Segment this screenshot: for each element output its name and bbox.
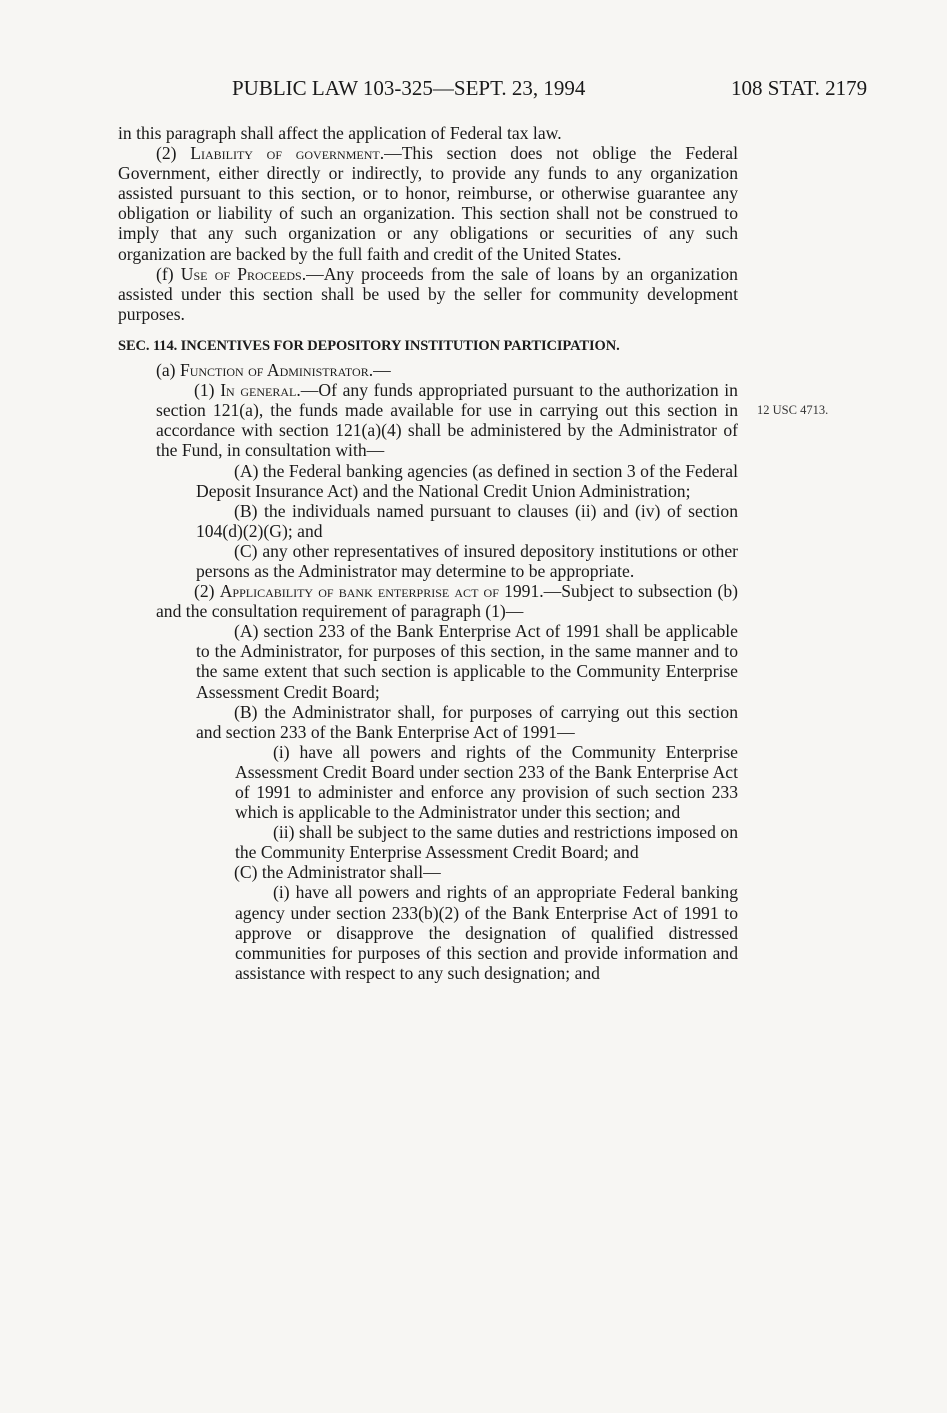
clause-a1C: (C) any other representatives of insured depository institutions or other persons as the Administrator may determine to be appropriate.: [196, 540, 738, 581]
subsection-f: (f) Use of Proceeds.—Any proceeds from the sale of loans by an organization assisted under this section shall be used by the seller for community development purposes.: [118, 263, 738, 324]
clause-a2A: (A) section 233 of the Bank Enterprise Act of 1991 shall be applicable to the Administrator, for purposes of this section, in the same manner and to the same extent that such section is applicable to the Community Enterprise Assessment Credit Board;: [196, 621, 738, 702]
subsection-heading: Use of Proceeds.: [180, 263, 307, 284]
paragraph-heading: Liability of government.: [190, 143, 385, 164]
subsection-heading: Function of Administrator.: [179, 360, 374, 381]
margin-citation: 12 USC 4713.: [757, 403, 829, 417]
statute-page-number: 108 STAT. 2179: [731, 76, 868, 100]
paragraph-continuation: in this paragraph shall affect the application of Federal tax law.: [118, 123, 562, 143]
paragraph-a2: (2) Applicability of bank enterprise act of 1991.—Subject to subsection (b) and the consultation requirement of paragraph (1)—: [156, 581, 738, 622]
section-heading: SEC. 114. INCENTIVES FOR DEPOSITORY INSTITUTION PARTICIPATION.: [118, 337, 620, 354]
clause-a2Bii: (ii) shall be subject to the same duties and restrictions imposed on the Community Enterprise Assessment Credit Board; and: [235, 822, 738, 863]
clause-a2Ci: (i) have all powers and rights of an appropriate Federal banking agency under section 233(b)(2) of the Bank Enterprise Act of 1991 to approve or disapprove the designation of qualified distressed communities for purposes of this section and provide information and assistance with respect to any such designation; and: [235, 882, 738, 983]
clause-a1B: (B) the individuals named pursuant to clauses (ii) and (iv) of section 104(d)(2)(G); and: [196, 500, 738, 541]
subsection-a: (a) Function of Administrator.—: [156, 360, 391, 381]
clause-a2C: (C) the Administrator shall—: [234, 862, 441, 883]
paragraph-heading: Applicability of bank enterprise act of 1991.: [219, 581, 544, 602]
clause-a2B: (B) the Administrator shall, for purposes of carrying out this section and section 233 of the Bank Enterprise Act of 1991—: [196, 701, 738, 742]
document-body: [118, 123, 738, 983]
paragraph-heading: In general.: [220, 380, 301, 401]
paragraph-a1: (1) In general.—Of any funds appropriated pursuant to the authorization in section 121(a), the funds made available for use in carrying out this section in accordance with section 121(a)(4) shall be administered by the Administrator of the Fund, in consultation with—: [156, 380, 738, 461]
running-title: PUBLIC LAW 103-325—SEPT. 23, 1994: [232, 76, 586, 100]
clause-a2Bi: (i) have all powers and rights of the Community Enterprise Assessment Credit Board under section 233 of the Bank Enterprise Act of 1991 to administer and enforce any provision of such section 233 which is applicable to the Administrator under this section; and: [235, 741, 738, 823]
page-header: [0, 76, 947, 106]
clause-a1A: (A) the Federal banking agencies (as defined in section 3 of the Federal Deposit Insurance Act) and the National Credit Union Administration;: [196, 460, 738, 501]
paragraph-liability: (2) Liability of government.—This section does not oblige the Federal Government, either directly or indirectly, to provide any funds to any organization assisted pursuant to this section, or to honor, reimburse, or otherwise guarantee any obligation or liability of such an organization. This section shall not be construed to imply that any such organization or any obligations or securities of any such organization are backed by the full faith and credit of the United States.: [118, 143, 738, 264]
